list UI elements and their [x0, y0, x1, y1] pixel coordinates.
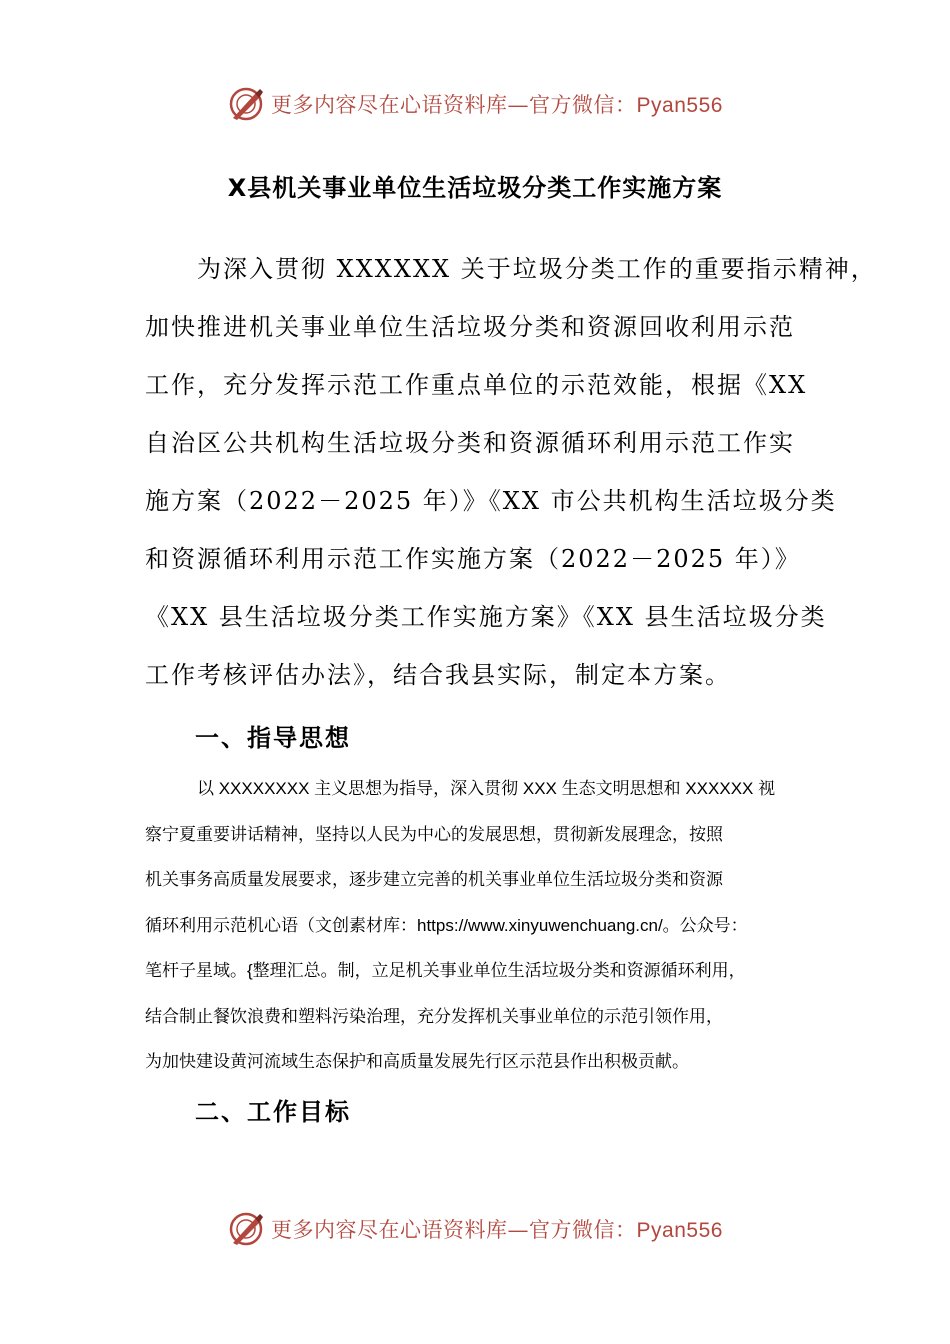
- header-watermark: [0, 82, 950, 126]
- footer-watermark: [0, 1207, 950, 1251]
- intro-line: 工作，充分发挥示范工作重点单位的示范效能，根据《XX: [145, 371, 808, 399]
- watermark-text: 更多内容尽在心语资料库—官方微信：Pyan556: [271, 93, 723, 117]
- pen-logo-icon: [227, 85, 265, 123]
- section1-line: 察宁夏重要讲话精神，坚持以人民为中心的发展思想，贯彻新发展理念，按照: [145, 824, 723, 844]
- section-heading-work-goals: 二、工作目标: [195, 1098, 351, 1126]
- intro-line: 工作考核评估办法》，结合我县实际，制定本方案。: [145, 661, 731, 689]
- intro-line: 施方案（2022－2025 年）》《XX 市公共机构生活垃圾分类: [145, 487, 837, 515]
- intro-line: 和资源循环利用示范工作实施方案（2022－2025 年）》: [145, 545, 801, 573]
- section-heading-guiding-ideology: 一、指导思想: [195, 724, 351, 752]
- section1-line: 以 XXXXXXXX 主义思想为指导，深入贯彻 XXX 生态文明思想和 XXXXXX 视: [197, 779, 776, 798]
- document-title: X县机关事业单位生活垃圾分类工作实施方案: [227, 174, 723, 202]
- section1-line: 为加快建设黄河流域生态保护和高质量发展先行区示范县作出积极贡献。: [145, 1052, 689, 1071]
- section1-line: 笔杆子星域。{整理汇总。制，立足机关事业单位生活垃圾分类和资源循环利用，: [145, 961, 746, 980]
- watermark-text: 更多内容尽在心语资料库—官方微信：Pyan556: [271, 1218, 723, 1242]
- section1-line: 结合制止餐饮浪费和塑料污染治理，充分发挥机关事业单位的示范引领作用，: [145, 1006, 723, 1026]
- intro-line: 为深入贯彻 XXXXXX 关于垃圾分类工作的重要指示精神，: [145, 255, 877, 283]
- intro-paragraph: [145, 240, 877, 704]
- section1-line: 机关事务高质量发展要求，逐步建立完善的机关事业单位生活垃圾分类和资源: [145, 870, 723, 889]
- pen-logo-icon: [227, 1210, 265, 1248]
- intro-line: 自治区公共机构生活垃圾分类和资源循环利用示范工作实: [145, 429, 795, 457]
- intro-line: 加快推进机关事业单位生活垃圾分类和资源回收利用示范: [145, 313, 795, 341]
- section1-paragraph: [145, 771, 815, 1090]
- intro-line: 《XX 县生活垃圾分类工作实施方案》《XX 县生活垃圾分类: [145, 603, 827, 631]
- section1-line: 循环利用示范机心语（文创素材库：https://www.xinyuwenchuang.cn/。公众号：: [145, 915, 748, 935]
